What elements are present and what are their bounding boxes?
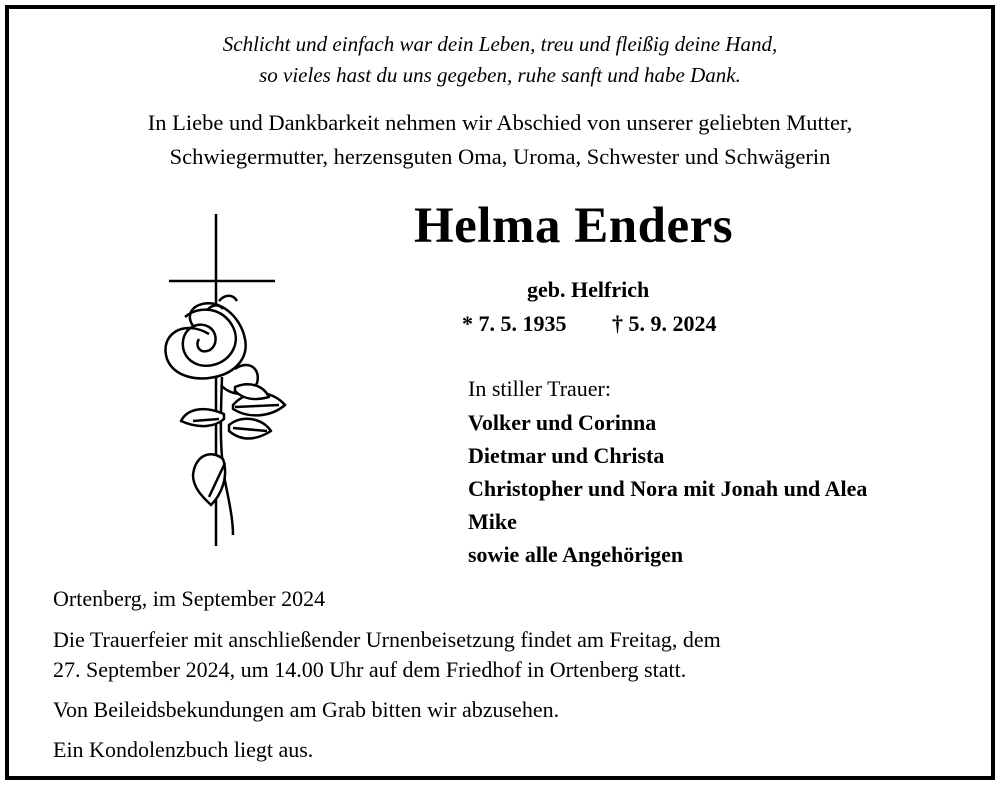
intro-line-1: In Liebe und Dankbarkeit nehmen wir Abschied von unserer geliebten Mutter, (147, 110, 853, 135)
mourner-name: Dietmar und Christa (468, 443, 665, 468)
obituary-notice (5, 5, 995, 780)
birth-date: * 7. 5. 1935 (462, 311, 567, 336)
poem-line-1: Schlicht und einfach war dein Leben, treu und fleißig deine Hand, (222, 32, 778, 56)
condolence-note: Von Beileidsbekundungen am Grab bitten wir abzusehen. (53, 697, 560, 722)
deceased-name: Helma Enders (414, 198, 734, 254)
place-date: Ortenberg, im September 2024 (53, 586, 326, 611)
poem-line-2: so vieles hast du uns gegeben, ruhe sanft und habe Dank. (259, 63, 741, 87)
condolence-book-note: Ein Kondolenzbuch liegt aus. (53, 737, 314, 762)
mourner-name: Christopher und Nora mit Jonah und Alea (468, 476, 868, 501)
mourner-name: Volker und Corinna (468, 410, 657, 435)
maiden-name: geb. Helfrich (527, 277, 650, 302)
rose-icon (165, 296, 285, 535)
mourners-heading: In stiller Trauer: (468, 376, 611, 401)
mourner-name: sowie alle Angehörigen (468, 542, 684, 567)
intro-line-2: Schwiegermutter, herzensguten Oma, Uroma, Schwester und Schwägerin (169, 144, 831, 169)
funeral-line-1: Die Trauerfeier mit anschließender Urnenbeisetzung findet am Freitag, dem (53, 627, 721, 652)
mourner-name: Mike (468, 509, 517, 534)
death-date: † 5. 9. 2024 (612, 311, 717, 336)
funeral-line-2: 27. September 2024, um 14.00 Uhr auf dem Friedhof in Ortenberg statt. (53, 657, 687, 682)
cross-rose-emblem (149, 209, 289, 549)
